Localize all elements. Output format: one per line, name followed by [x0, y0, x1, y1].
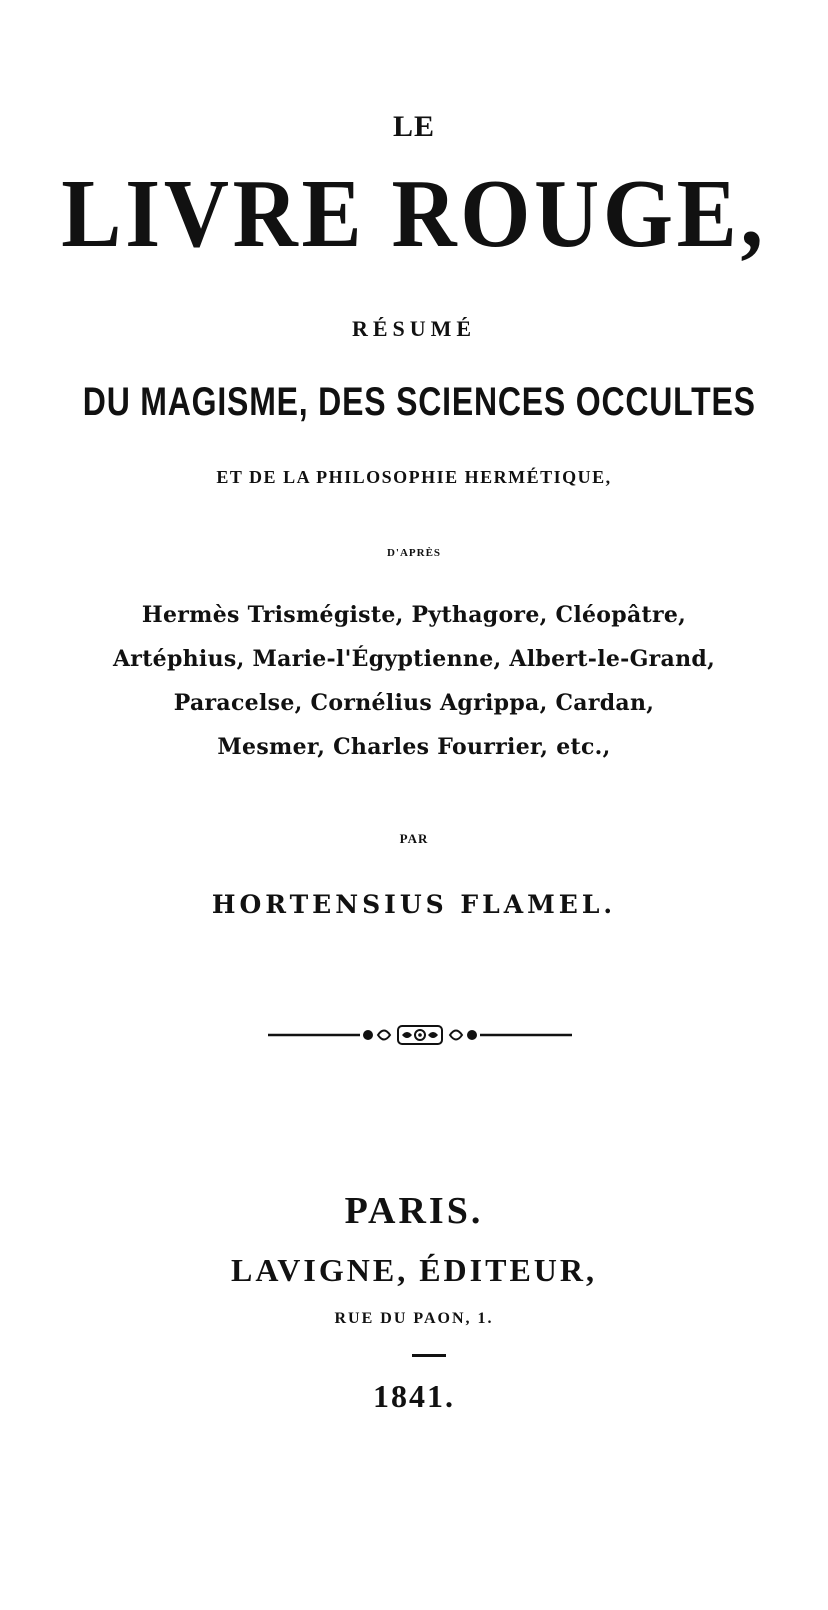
book-title: LIVRE ROUGE, — [61, 160, 767, 268]
apres-label: D'APRÈS — [386, 547, 442, 559]
imprint-year: 1841. — [373, 1378, 455, 1414]
authorities-line-1: Hermès Trismégiste, Pythagore, Cléopâtre, — [141, 602, 687, 628]
imprint-address: RUE DU PAON, 1. — [334, 1310, 494, 1327]
authorities-line-3: Paracelse, Cornélius Agrippa, Cardan, — [173, 690, 655, 716]
fleuron-ornament-icon — [268, 1024, 572, 1046]
authorities-line-4: Mesmer, Charles Fourrier, etc., — [217, 734, 611, 760]
author-name: HORTENSIUS FLAMEL. — [211, 890, 617, 919]
title-article: LE — [392, 110, 436, 143]
subtitle-line-2: ET DE LA PHILOSOPHIE HERMÉTIQUE, — [216, 467, 612, 487]
authorities-line-2: Artéphius, Marie-l'Égyptienne, Albert-le-Grand, — [112, 646, 716, 672]
resume-label: RÉSUMÉ — [351, 316, 477, 341]
imprint-city: PARIS. — [344, 1190, 484, 1232]
subtitle-line-1: DU MAGISME, DES SCIENCES OCCULTES — [82, 380, 756, 424]
par-label: PAR — [399, 831, 429, 846]
imprint-publisher: LAVIGNE, ÉDITEUR, — [230, 1252, 598, 1288]
divider-rule — [412, 1354, 446, 1357]
